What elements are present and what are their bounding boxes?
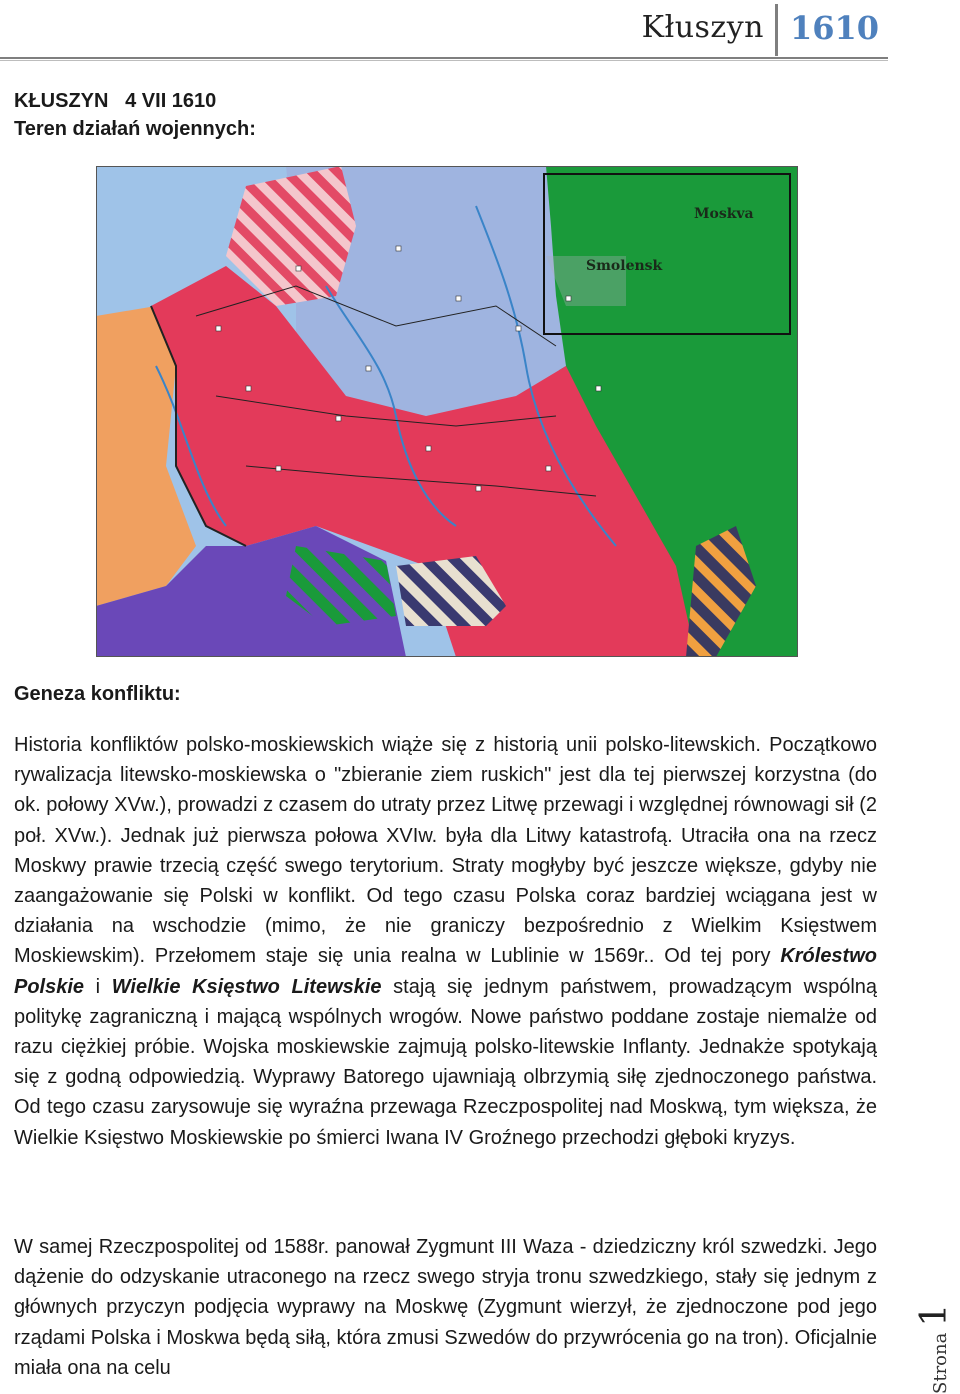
battle-heading: KŁUSZYN 4 VII 1610 (14, 90, 217, 112)
header-separator (775, 4, 778, 56)
kingdom-poland-emphasis: Królestwo Polskie (14, 945, 877, 998)
page-header (0, 0, 888, 60)
paragraph-history-part-c: stają się jednym państwem, prowadzącym wspólną politykę zagraniczną i mającą wspólnych wrogów. Nowe państwo poddane zostaje niemalże od razu ciężkiej próbie. Wojska moskiewskie zajmują polsko-litewskie Inflanty. Jednakże spotykają się z godną odpowiedzią. Wyprawy Batorego ujawniają olbrzymią siłę zjednoczonego państwa. Od tego czasu zarysowuje się wyraźna przewaga Rzeczpospolitej nad Moskwą, tym większa, że Wielkie Księstwo Moskiewskie po śmierci Iwana IV Groźnego przechodzi głęboki kryzys. (14, 975, 878, 1149)
paragraph-history (14, 730, 877, 1153)
header-title: Kłuszyn (641, 10, 764, 45)
paragraph-history-part-a: Historia konfliktów polsko-moskiewskich wiąże się z historią unii polsko-litewskich. Początkowo rywalizacja litewsko-moskiewska o "zbieranie ziem ruskich" jest dla tej pierwszej korzystna (do ok. połowy XVw.), prowadzi z czasem do utraty przez Litwę przewagi i względnej równowagi sił (2 poł. XVw.). Jednak już pierwsza połowa XVIw. była dla Litwy katastrofą. Utraciła ona na rzecz Moskwy prawie trzecią część swego terytorium. Straty mogłyby być jeszcze większe, gdyby nie zaangażowanie się Polski w konflikt. Od tego czasu Polska coraz bardziej wciągana jest w działania na wschodzie (mimo, że nie graniczy bezpośrednio z Wielkim Księstwem Moskiewskim). Przełomem staje się unia realna w Lublinie w 1569r.. Od tej pory (14, 734, 877, 968)
paragraph-sigismund: W samej Rzeczpospolitej od 1588r. panował Zygmunt III Waza - dziedziczny król szwedzki. Jego dążenie do odzyskanie utraconego na rzecz swego stryja tronu szwedzkiego, stały się jednym z głównych przyczyn podjęcia wyprawy na Moskwę (Zygmunt wierzył, że zjednoczone pod jego rządami Polska i Moskwa będą siłą, która zmusi Szwedów do przywrócenia go na tron). Oficjalnie miała ona na celu (14, 1236, 877, 1379)
page-number-footer (906, 1290, 958, 1394)
smolensk-label: Smolensk (586, 258, 663, 274)
header-year: 1610 (790, 9, 880, 47)
page-number: 1 (914, 1303, 955, 1327)
historical-map (96, 166, 798, 657)
page-label: Strona (930, 1332, 951, 1394)
paragraph-history-part-b: i (84, 975, 112, 998)
header-rule (0, 57, 888, 61)
grand-duchy-emphasis: Wielkie Księstwo Litewskie (111, 975, 382, 998)
terrain-heading: Teren działań wojennych: (14, 118, 256, 140)
moskwa-label: Moskva (694, 206, 754, 222)
genesis-heading: Geneza konfliktu: (14, 683, 181, 705)
map-svg (96, 166, 798, 657)
